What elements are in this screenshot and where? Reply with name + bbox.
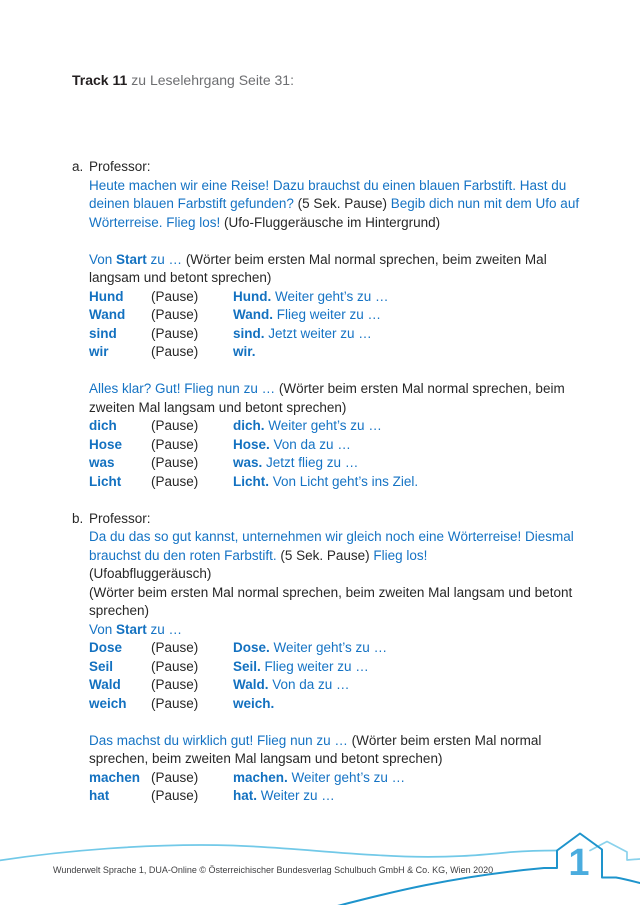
travel-word: Wald xyxy=(89,677,121,692)
word-table-row xyxy=(89,343,595,362)
heading-subtitle: zu Leselehrgang Seite 31: xyxy=(131,72,294,88)
text-segment-blue: Da du das so gut kannst, unternehmen wir gleich noch eine Wörterreise! Diesmal brauchst du den roten Farbstift. xyxy=(89,529,574,563)
imprint-text: Wunderwelt Sprache 1, DUA-Online © Österreichischer Bundesverlag Schulbuch GmbH & Co. KG, Wien 2020 xyxy=(53,865,494,875)
text-segment-blueBold: Wald. xyxy=(233,677,269,692)
text-segment-blue: Flieg weiter zu … xyxy=(260,658,369,674)
word-table-row xyxy=(89,639,595,658)
pause-cue: (Pause) xyxy=(151,473,199,489)
text-segment-blueBold: Start xyxy=(116,251,147,267)
word-table xyxy=(89,417,595,491)
travel-word: machen xyxy=(89,769,141,785)
house-outline-light-icon xyxy=(590,842,640,861)
transcript-paragraph xyxy=(89,177,595,233)
text-segment-blue: Von da zu … xyxy=(268,677,350,692)
travel-word: Seil xyxy=(89,658,114,674)
text-segment-blueBold: sind. xyxy=(233,325,265,341)
travel-word: dich xyxy=(89,418,117,433)
text-segment-blue: Von da zu … xyxy=(269,436,351,452)
text-segment-blueBold: Hund. xyxy=(233,288,272,304)
response-text xyxy=(233,417,595,436)
text-segment-blue: Weiter geht’s zu … xyxy=(269,640,388,655)
transcript-paragraph xyxy=(89,380,595,417)
text-segment-black: (5 Sek. Pause) xyxy=(280,547,374,563)
text-segment-blue: Jetzt weiter zu … xyxy=(264,325,372,341)
transcript-section-a xyxy=(72,158,584,491)
page-heading xyxy=(72,71,294,89)
response-text xyxy=(233,639,595,658)
transcript-paragraph xyxy=(89,565,595,584)
wave-light xyxy=(0,845,557,861)
word-table-row xyxy=(89,417,595,436)
text-segment-black: (Wörter beim ersten Mal normal sprechen, beim zweiten Mal langsam und betont sprechen) xyxy=(89,584,573,618)
text-segment-blue: Alles klar? Gut! Flieg nun zu … xyxy=(89,381,279,396)
text-segment-blue: Von Licht geht’s ins Ziel. xyxy=(269,473,419,489)
text-segment-blueBold: Dose. xyxy=(233,640,270,655)
word-table-row xyxy=(89,676,595,695)
text-segment-black: (Wörter beim ersten Mal normal sprechen, beim zweiten Mal langsam und betont sprechen) xyxy=(89,381,565,415)
text-segment-blue: Jetzt flieg zu … xyxy=(262,455,359,470)
word-table-row xyxy=(89,473,595,492)
pause-cue: (Pause) xyxy=(151,658,199,674)
response-text xyxy=(233,473,595,492)
text-segment-blueBold: Hose. xyxy=(233,436,270,452)
pause-cue: (Pause) xyxy=(151,640,199,655)
transcript-content xyxy=(72,158,584,806)
pause-cue: (Pause) xyxy=(151,325,199,341)
text-segment-blueBold: dich. xyxy=(233,418,265,433)
text-segment-blue: Flieg los! xyxy=(373,547,428,563)
word-table xyxy=(89,639,595,713)
text-segment-blue: zu … xyxy=(146,251,186,267)
text-segment-blue: Von xyxy=(89,251,117,267)
text-segment-blueBold: hat. xyxy=(233,788,258,803)
pause-cue: (Pause) xyxy=(151,307,199,322)
text-segment-blue: Das machst du wirklich gut! Flieg nun zu … xyxy=(89,732,352,748)
pause-cue: (Pause) xyxy=(151,695,199,711)
response-text xyxy=(233,288,595,307)
word-table-row xyxy=(89,454,595,473)
travel-word: Wand xyxy=(89,307,126,322)
transcript-paragraph xyxy=(89,621,595,640)
text-segment-blue: Von xyxy=(89,621,117,637)
word-table-row xyxy=(89,288,595,307)
response-text xyxy=(233,343,595,362)
transcript-section-b xyxy=(72,510,584,806)
text-segment-black: (Wörter beim ersten Mal normal sprechen, beim zweiten Mal langsam und betont sprechen) xyxy=(89,732,542,766)
footer-wave-graphic xyxy=(0,800,640,905)
text-segment-black: (Wörter beim ersten Mal normal sprechen, beim zweiten Mal langsam und betont sprechen) xyxy=(89,251,547,285)
travel-word: Dose xyxy=(89,640,123,655)
word-table-row xyxy=(89,436,595,455)
transcript-paragraph xyxy=(89,732,595,769)
word-table-row xyxy=(89,325,595,344)
travel-word: Hund xyxy=(89,288,124,304)
section-label: a. xyxy=(72,159,84,174)
response-text xyxy=(233,306,595,325)
text-segment-blueBold: Start xyxy=(116,621,147,637)
travel-word: Licht xyxy=(89,473,122,489)
transcript-paragraph xyxy=(89,584,595,621)
text-segment-blueBold: Licht. xyxy=(233,473,269,489)
response-text xyxy=(233,676,595,695)
transcript-paragraph xyxy=(89,528,595,565)
word-table-row xyxy=(89,658,595,677)
section-body xyxy=(89,177,595,492)
pause-cue: (Pause) xyxy=(151,788,199,803)
text-segment-blueBold: wir. xyxy=(233,344,256,359)
word-table-row xyxy=(89,306,595,325)
section-body xyxy=(89,528,595,806)
pause-cue: (Pause) xyxy=(151,769,199,785)
travel-word: sind xyxy=(89,325,117,341)
pause-cue: (Pause) xyxy=(151,677,199,692)
text-segment-blue: Flieg weiter zu … xyxy=(273,307,382,322)
transcript-paragraph xyxy=(89,251,595,288)
speaker-name: Professor: xyxy=(89,159,151,174)
text-segment-blue: zu … xyxy=(146,621,183,637)
text-segment-black: (Ufo-Fluggeräusche im Hintergrund) xyxy=(224,214,441,230)
text-segment-blue: Weiter geht’s zu … xyxy=(264,418,382,433)
pause-cue: (Pause) xyxy=(151,344,199,359)
speaker-name: Professor: xyxy=(89,510,151,526)
track-label: Track 11 xyxy=(72,72,128,88)
travel-word: was xyxy=(89,455,115,470)
text-segment-blueBold: machen. xyxy=(233,769,288,785)
pause-cue: (Pause) xyxy=(151,436,199,452)
text-segment-blue: Weiter zu … xyxy=(257,788,335,803)
response-text xyxy=(233,454,595,473)
text-segment-blue: Weiter geht’s zu … xyxy=(271,288,389,304)
text-segment-blueBold: Wand. xyxy=(233,307,273,322)
pause-cue: (Pause) xyxy=(151,418,199,433)
text-segment-blueBold: was. xyxy=(233,455,263,470)
response-text xyxy=(233,658,595,677)
text-segment-blue: Heute machen wir eine Reise! Dazu brauchst du einen blauen Farbstift. Hast du deinen blauen Farbstift gefunden? xyxy=(89,177,567,211)
section-label: b. xyxy=(72,510,84,526)
response-text xyxy=(233,325,595,344)
text-segment-blue: Begib dich nun mit dem Ufo auf Wörterreise. Flieg los! xyxy=(89,196,580,230)
response-text xyxy=(233,695,595,714)
text-segment-black: (5 Sek. Pause) xyxy=(297,196,391,211)
text-segment-blueBold: weich. xyxy=(233,695,275,711)
pause-cue: (Pause) xyxy=(151,455,199,470)
word-table-row xyxy=(89,769,595,788)
text-segment-blueBold: Seil. xyxy=(233,658,261,674)
speaker-row xyxy=(72,158,584,177)
travel-word: hat xyxy=(89,788,110,803)
response-text xyxy=(233,769,595,788)
travel-word: weich xyxy=(89,695,127,711)
travel-word: Hose xyxy=(89,436,123,452)
pause-cue: (Pause) xyxy=(151,288,199,304)
word-table-row xyxy=(89,695,595,714)
text-segment-black: (Ufoabfluggeräusch) xyxy=(89,566,212,581)
travel-word: wir xyxy=(89,344,109,359)
response-text xyxy=(233,436,595,455)
speaker-row xyxy=(72,510,584,529)
text-segment-blue: Weiter geht’s zu … xyxy=(287,769,406,785)
word-table xyxy=(89,288,595,362)
page-number: 1 xyxy=(568,842,590,884)
